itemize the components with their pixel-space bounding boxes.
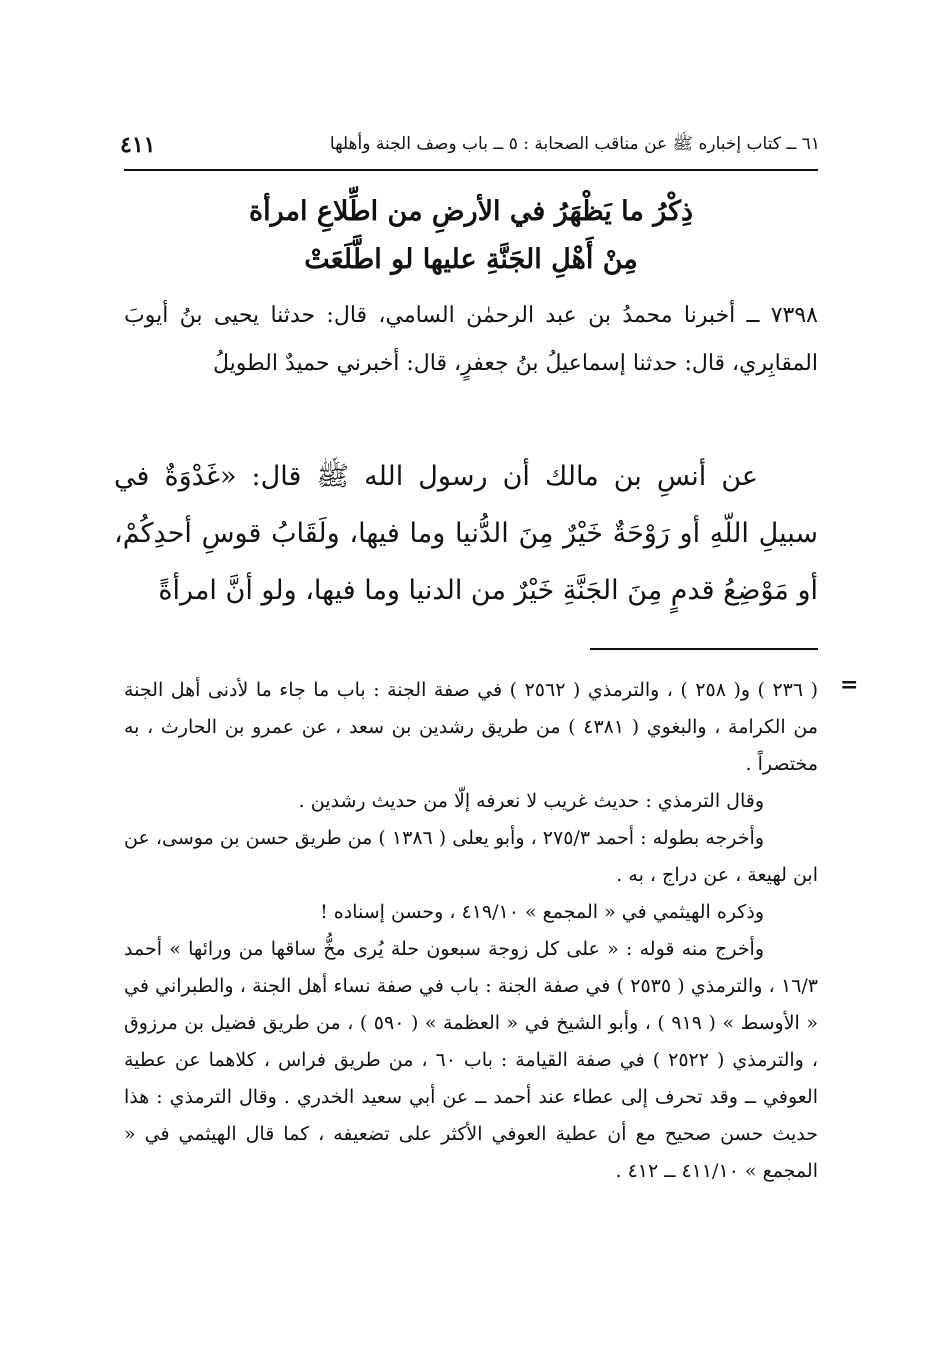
footnote-paragraph: وأخرجه بطوله : أحمد ٢٧٥/٣ ، وأبو يعلى ( ١٣٨٦ ) من طريق حسن بن موسى، عن ابن لهيعة ، عن دراج ، به . [124,827,818,886]
matn-paragraph [114,448,818,619]
header-rule [124,169,818,171]
running-head [120,128,820,162]
footnote-paragraph: ( ٢٣٦ ) و( ٢٥٨ ) ، والترمذي ( ٢٥٦٢ ) في صفة الجنة : باب ما جاء ما لأدنى أهل الجنة من الكرامة ، والبغوي ( ٤٣٨١ ) من طريق رشدين بن سعد ، عن عمرو بن الحارث ، به مختصراً . [124,679,819,775]
heading-line-1: ذِكْرُ ما يَظْهَرُ في الأرضِ من اطِّلاعِ امرأة [249,196,693,227]
footnote-paragraph: وقال الترمذي : حديث غريب لا نعرفه إلّا من حديث رشدين . [298,790,764,812]
isnad-text: ٧٣٩٨ ــ أخبرنا محمدُ بن عبد الرحمٰن السامي، قال: حدثنا يحيى بنُ أيوبَ المقابِري، قال: حدثنا إسماعيلُ بنُ جعفرٍ، قال: أخبرني حميدٌ الطويلُ [124,303,818,376]
continuation-mark: = [840,672,859,698]
isnad-paragraph [124,292,818,388]
page-number: ٤١١ [120,132,156,158]
section-heading [124,188,818,284]
footnote-paragraph: وأخرج منه قوله : « على كل زوجة سبعون حلة يُرى مخُّ ساقها من ورائها » أحمد ١٦/٣ ، والترمذي ( ٢٥٣٥ ) في صفة الجنة : باب في صفة نساء أهل الجنة ، والطبراني في « الأوسط » ( ٩١٩ ) ، وأبو الشيخ في « العظمة » ( ٥٩٠ ) ، من طريق فضيل بن مرزوق ، والترمذي ( ٢٥٢٢ ) في صفة القيامة : باب ٦٠ ، من طريق فراس ، كلاهما عن عطية العوفي ــ وقد تحرف إلى عطاء عند أحمد ــ عن أبي سعيد الخدري . وقال الترمذي : هذا حديث حسن صحيح مع أن عطية العوفي الأكثر على تضعيفه ، كما قال الهيثمي في « المجمع » ٤١١/١٠ ــ ٤١٢ . [124,938,819,1182]
matn-text: عن أنسِ بن مالك أن رسول الله ﷺ قال: «غَدْوَةٌ في سبيلِ اللّهِ أو رَوْحَةٌ خَيْرٌ مِنَ الدُّنيا وما فيها، ولَقَابُ قوسِ أحدِكُمْ، أو مَوْضِعُ قدمٍ مِنَ الجَنَّةِ خَيْرٌ من الدنيا وما فيها، ولو أنَّ امرأةً [114,461,818,606]
footnote-rule [590,648,818,650]
heading-line-2: مِنْ أَهْلِ الجَنَّةِ عليها لو اطَّلَعَتْ [304,244,638,275]
footnotes [124,672,818,1190]
footnote-paragraph: وذكره الهيثمي في « المجمع » ٤١٩/١٠ ، وحسن إسناده ! [320,901,764,923]
running-title: ٦١ ــ كتاب إخباره ﷺ عن مناقب الصحابة : ٥ ــ باب وصف الجنة وأهلها [329,133,820,154]
